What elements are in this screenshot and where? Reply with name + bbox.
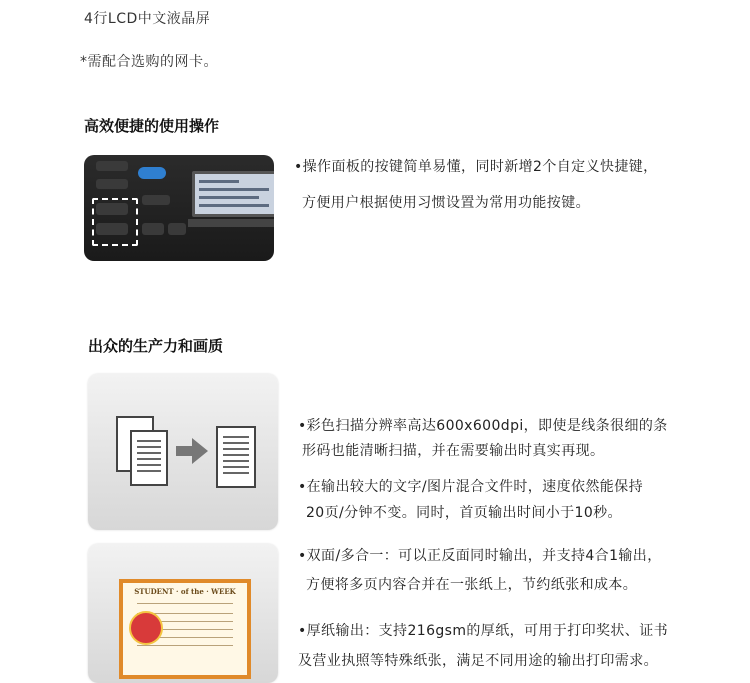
arrow-right-icon [176,436,210,466]
blue-button-icon [138,167,166,179]
certificate [119,579,251,679]
bullet-line: 形码也能清晰扫描，并在需要输出时真实再现。 [302,443,605,459]
bullet-line: •操作面板的按键简单易懂，同时新增2个自定义快捷键， [294,159,658,175]
bullet-line: 方便将多页内容合并在一张纸上，节约纸张和成本。 [306,577,638,593]
seal-icon [129,611,163,645]
control-panel-image [84,155,274,261]
document-icon [216,426,256,488]
bullet-line: 20页/分钟不变。同时，首页输出时间小于10秒。 [306,505,622,521]
bullet-line: •双面/多合一：可以正反面同时输出，并支持4合1输出， [298,548,662,564]
section-heading-operation: 高效便捷的使用操作 [84,117,220,135]
bullet-line: 及营业执照等特殊纸张，满足不同用途的输出打印需求。 [298,653,658,669]
bullet-line: •彩色扫描分辨率高达600x600dpi，即使是线条很细的条 [298,418,668,434]
document-icon [130,430,168,486]
section-heading-productivity: 出众的生产力和画质 [88,337,224,355]
highlight-dashed-box [92,198,138,246]
bullet-line: •厚纸输出：支持216gsm的厚纸，可用于打印奖状、证书 [298,623,668,639]
lcd-screen [192,171,274,217]
certificate-image [88,544,278,683]
lcd-spec-line: 4行LCD中文液晶屏 [84,11,211,27]
bullet-line: •在输出较大的文字/图片混合文件时，速度依然能保持 [298,479,643,495]
scan-copy-image [88,374,278,530]
bullet-line: 方便用户根据使用习惯设置为常用功能按键。 [302,195,590,211]
certificate-title: STUDENT · of the · WEEK [134,587,236,596]
nic-note: *需配合选购的网卡。 [80,54,218,70]
